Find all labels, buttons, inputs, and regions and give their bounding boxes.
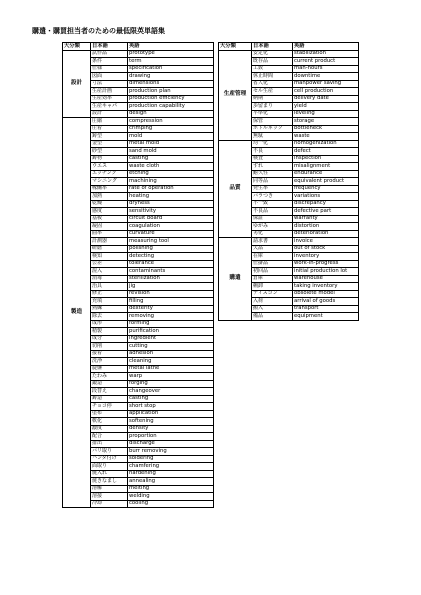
english-term: arrival of goods — [293, 298, 359, 306]
japanese-term: 倉庫 — [252, 275, 293, 283]
table-row — [219, 50, 359, 58]
category-cell: 製造 — [63, 118, 91, 508]
english-term: changeover — [128, 388, 214, 396]
english-term: term — [128, 58, 214, 66]
page-title: 購遣・購買担当者のための最低限英単語集 — [32, 27, 165, 35]
english-term: casting — [128, 155, 214, 163]
japanese-term: 溶解 — [91, 485, 128, 493]
japanese-term: たわみ — [91, 373, 128, 381]
english-term: coagulation — [128, 223, 214, 231]
japanese-term: 棚卸 — [252, 283, 293, 291]
english-term: initial production lot — [293, 268, 359, 276]
english-term: taking inventory — [293, 283, 359, 291]
english-term: compression — [128, 118, 214, 126]
english-term: prototype — [128, 50, 214, 58]
english-term: drawing — [128, 73, 214, 81]
english-term: ingredient — [128, 335, 214, 343]
japanese-term: 鋳物 — [91, 155, 128, 163]
japanese-term: 研磨 — [91, 245, 128, 253]
header-english: 英語 — [293, 43, 359, 51]
english-term: forming — [128, 320, 214, 328]
english-term: transport — [293, 305, 359, 313]
english-term: sand mold — [128, 148, 214, 156]
english-term: dexterity — [128, 305, 214, 313]
english-term: circuit board — [128, 215, 214, 223]
japanese-term: 図面 — [91, 73, 128, 81]
english-term: sterilization — [128, 275, 214, 283]
english-term: annealing — [128, 478, 214, 486]
japanese-term: 検知 — [91, 253, 128, 261]
japanese-term: 加熱 — [91, 193, 128, 201]
english-term: application — [128, 410, 214, 418]
english-term: dryness — [128, 200, 214, 208]
japanese-term: 生産キャパ — [91, 103, 128, 111]
japanese-term: ずれ — [252, 163, 293, 171]
table-row — [63, 118, 214, 126]
japanese-term: 鋳型 — [91, 133, 128, 141]
english-term: yield — [293, 103, 359, 111]
english-term: cell production — [293, 88, 359, 96]
english-term: leveling — [293, 110, 359, 118]
english-term: purification — [128, 328, 214, 336]
english-term: adhesion — [128, 350, 214, 358]
category-cell: 購遣 — [219, 238, 252, 321]
english-term: short stop — [128, 403, 214, 411]
english-term: mold — [128, 133, 214, 141]
header-japanese: 日本語 — [252, 43, 293, 51]
japanese-term: 除去 — [91, 313, 128, 321]
japanese-term: 濃度 — [91, 425, 128, 433]
japanese-term: ウエス — [91, 163, 128, 171]
english-term: soldering — [128, 455, 214, 463]
japanese-term: 接着 — [91, 350, 128, 358]
japanese-term: 軟化 — [91, 418, 128, 426]
english-term: current product — [293, 58, 359, 66]
japanese-term: 工数 — [252, 65, 293, 73]
english-term: metal mold — [128, 140, 214, 148]
english-term: cleaning — [128, 358, 214, 366]
english-term: sensitivity — [128, 208, 214, 216]
vocabulary-table-left — [62, 42, 214, 508]
english-term: delivery date — [293, 95, 359, 103]
japanese-term: 配合 — [91, 433, 128, 441]
english-term: rate of operation — [128, 185, 214, 193]
english-term: removing — [128, 313, 214, 321]
english-term: casting — [128, 395, 214, 403]
english-term: stabilization — [293, 50, 359, 58]
japanese-term: 圧縮 — [91, 118, 128, 126]
japanese-term: 溶接 — [91, 493, 128, 501]
japanese-term: 安定化 — [252, 50, 293, 58]
japanese-term: 耐久性 — [252, 170, 293, 178]
japanese-term: ゆがみ — [252, 223, 293, 231]
english-term: inspection — [293, 155, 359, 163]
japanese-term: 保証 — [252, 215, 293, 223]
english-term: hardening — [128, 470, 214, 478]
japanese-term: 面取り — [91, 463, 128, 471]
table-header-row — [219, 43, 359, 51]
japanese-term: 混入 — [91, 268, 128, 276]
japanese-term: 設計 — [91, 110, 128, 118]
japanese-term: 発生率 — [252, 185, 293, 193]
japanese-term: マシニング — [91, 178, 128, 186]
english-term: waste — [293, 133, 359, 141]
english-term: jig — [128, 283, 214, 291]
japanese-term: バラつき — [252, 193, 293, 201]
english-term: warehouse — [293, 275, 359, 283]
japanese-term: エッチング — [91, 170, 128, 178]
english-term: filling — [128, 298, 214, 306]
japanese-term: 公差 — [91, 260, 128, 268]
japanese-term: 休止時間 — [252, 73, 293, 81]
english-term: proportion — [128, 433, 214, 441]
japanese-term: 生産効率 — [91, 95, 128, 103]
english-term: chamfering — [128, 463, 214, 471]
japanese-term: 生産計画 — [91, 88, 128, 96]
table-row — [63, 50, 214, 58]
header-english: 英語 — [128, 43, 214, 51]
japanese-term: 不良 — [252, 148, 293, 156]
japanese-term: 検査 — [252, 155, 293, 163]
english-term: variations — [293, 193, 359, 201]
english-term: out of stock — [293, 245, 359, 253]
english-term: distortion — [293, 223, 359, 231]
japanese-term: 焼入れ — [91, 470, 128, 478]
japanese-term: ディスコン — [252, 290, 293, 298]
japanese-term: 排出 — [91, 440, 128, 448]
english-term: production capability — [128, 103, 214, 111]
japanese-term: 試作品 — [91, 50, 128, 58]
category-cell: 設計 — [63, 50, 91, 118]
english-term: density — [128, 425, 214, 433]
japanese-term: 入荷 — [252, 298, 293, 306]
english-term: etching — [128, 170, 214, 178]
english-term: crimping — [128, 125, 214, 133]
table-row — [219, 140, 359, 148]
japanese-term: 塗布 — [91, 410, 128, 418]
japanese-term: 省人化 — [252, 80, 293, 88]
english-term: warranty — [293, 215, 359, 223]
japanese-term: 洗浄 — [91, 358, 128, 366]
english-term: melting — [128, 485, 214, 493]
english-term: work-in-progress — [293, 260, 359, 268]
english-term: curvature — [128, 230, 214, 238]
english-term: forging — [128, 380, 214, 388]
japanese-term: 鍛造 — [91, 380, 128, 388]
japanese-term: バリ取り — [91, 448, 128, 456]
english-term: welding — [128, 493, 214, 501]
english-term: endurance — [293, 170, 359, 178]
japanese-term: 基板 — [91, 215, 128, 223]
english-term: inventory — [293, 253, 359, 261]
japanese-term: 消毒 — [91, 275, 128, 283]
english-term: discrepancy — [293, 200, 359, 208]
japanese-term: 治具 — [91, 283, 128, 291]
english-term: production plan — [128, 88, 214, 96]
japanese-term: 修正 — [91, 290, 128, 298]
japanese-term: 備品 — [252, 313, 293, 321]
english-term: defective part — [293, 208, 359, 216]
vocabulary-table-right — [218, 42, 359, 321]
japanese-term: 欠品 — [252, 245, 293, 253]
japanese-term: 保管 — [252, 118, 293, 126]
english-term: metal lathe — [128, 365, 214, 373]
japanese-term: 鋳造 — [91, 395, 128, 403]
english-term: production efficiency — [128, 95, 214, 103]
japanese-term: 平準化 — [252, 110, 293, 118]
japanese-term: 冷却 — [91, 500, 128, 508]
japanese-term: 旋盤 — [91, 365, 128, 373]
english-term: defect — [293, 148, 359, 156]
english-term: storage — [293, 118, 359, 126]
english-term: bottleneck — [293, 125, 359, 133]
japanese-term: 成形 — [91, 320, 128, 328]
japanese-term: 不一致 — [252, 200, 293, 208]
japanese-term: 寸法 — [91, 80, 128, 88]
japanese-term: 段替え — [91, 388, 128, 396]
english-term: contaminants — [128, 268, 214, 276]
japanese-term: 圧着 — [91, 125, 128, 133]
english-term: specification — [128, 65, 214, 73]
english-term: obsolete model — [293, 290, 359, 298]
japanese-term: 無駄 — [252, 133, 293, 141]
english-term: dimensions — [128, 80, 214, 88]
japanese-term: 凝固 — [91, 223, 128, 231]
category-cell: 生産管理 — [219, 50, 252, 140]
english-term: revision — [128, 290, 214, 298]
english-term: cutting — [128, 343, 214, 351]
japanese-term: 金型 — [91, 140, 128, 148]
table-header-row — [63, 43, 214, 51]
english-term: heating — [128, 193, 214, 201]
english-term: detecting — [128, 253, 214, 261]
japanese-term: 曲率 — [91, 230, 128, 238]
japanese-term: 搬入 — [252, 305, 293, 313]
japanese-term: 充填 — [91, 298, 128, 306]
japanese-term: 稼働率 — [91, 185, 128, 193]
japanese-term: ボトルネック — [252, 125, 293, 133]
english-term: burr removing — [128, 448, 214, 456]
japanese-term: 同等品 — [252, 178, 293, 186]
japanese-term: 砂型 — [91, 148, 128, 156]
english-term: polishing — [128, 245, 214, 253]
japanese-term: 切削 — [91, 343, 128, 351]
english-term: cooling — [128, 500, 214, 508]
japanese-term: 計測器 — [91, 238, 128, 246]
english-term: waste cloth — [128, 163, 214, 171]
japanese-term: 劣化 — [252, 230, 293, 238]
japanese-term: 請求書 — [252, 238, 293, 246]
japanese-term: 均一化 — [252, 140, 293, 148]
english-term: equipment — [293, 313, 359, 321]
english-term: equivalent product — [293, 178, 359, 186]
japanese-term: 仕掛品 — [252, 260, 293, 268]
english-term: design — [128, 110, 214, 118]
english-term: deterioration — [293, 230, 359, 238]
english-term: man-hours — [293, 65, 359, 73]
table-row — [219, 238, 359, 246]
english-term: softening — [128, 418, 214, 426]
header-japanese: 日本語 — [91, 43, 128, 51]
english-term: invoice — [293, 238, 359, 246]
japanese-term: 納期 — [252, 95, 293, 103]
english-term: machining — [128, 178, 214, 186]
japanese-term: 仕様 — [91, 65, 128, 73]
header-category: 大分類 — [63, 43, 91, 51]
japanese-term: セル生産 — [252, 88, 293, 96]
english-term: downtime — [293, 73, 359, 81]
english-term: misalignment — [293, 163, 359, 171]
header-category: 大分類 — [219, 43, 252, 51]
english-term: tolerance — [128, 260, 214, 268]
english-term: warp — [128, 373, 214, 381]
japanese-term: 条件 — [91, 58, 128, 66]
japanese-term: 既存品 — [252, 58, 293, 66]
english-term: frequency — [293, 185, 359, 193]
japanese-term: ハンダ付け — [91, 455, 128, 463]
english-term: manpower saving — [293, 80, 359, 88]
japanese-term: 焼きなまし — [91, 478, 128, 486]
english-term: discharge — [128, 440, 214, 448]
japanese-term: 不良品 — [252, 208, 293, 216]
japanese-term: 感度 — [91, 208, 128, 216]
japanese-term: 初回品 — [252, 268, 293, 276]
japanese-term: 精製 — [91, 328, 128, 336]
japanese-term: 歩留まり — [252, 103, 293, 111]
japanese-term: チョコ停 — [91, 403, 128, 411]
japanese-term: 乾燥 — [91, 200, 128, 208]
japanese-term: 熟練 — [91, 305, 128, 313]
english-term: homogenization — [293, 140, 359, 148]
japanese-term: 在庫 — [252, 253, 293, 261]
category-cell: 品質 — [219, 140, 252, 238]
english-term: measuring tool — [128, 238, 214, 246]
japanese-term: 成分 — [91, 335, 128, 343]
